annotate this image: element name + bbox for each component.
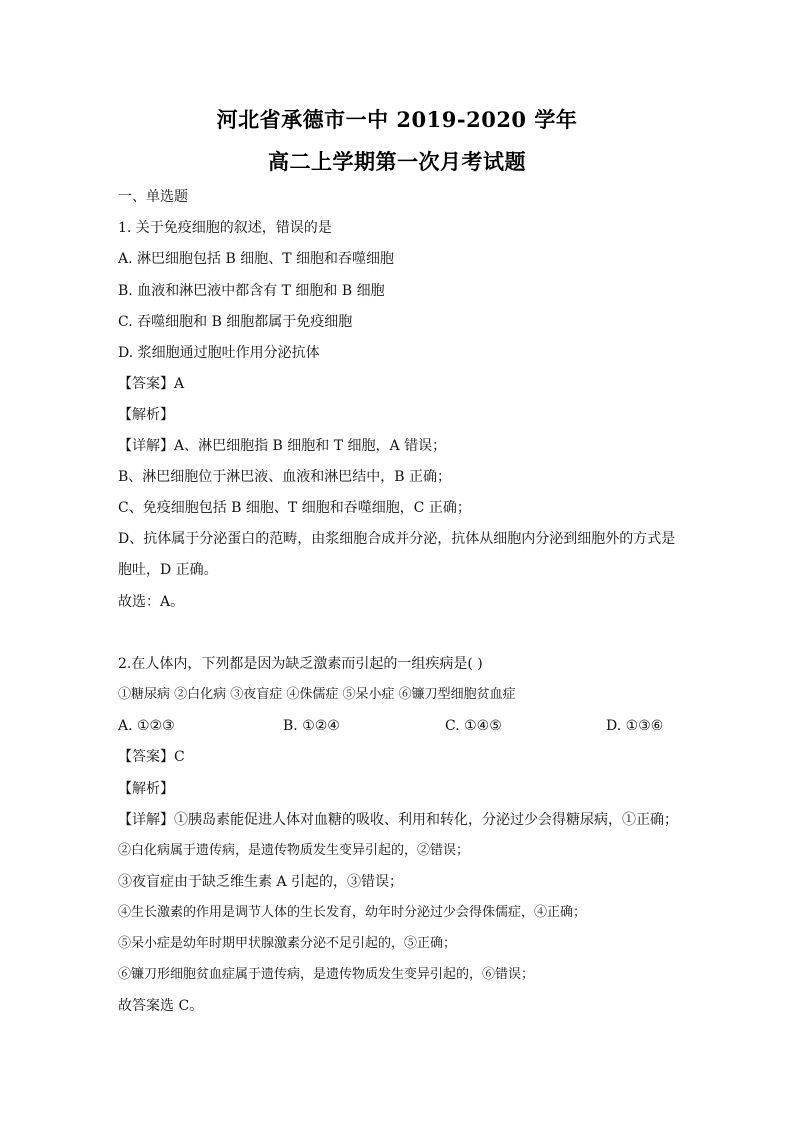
- q2-items: ①糖尿病 ②白化病 ③夜盲症 ④侏儒症 ⑤呆小症 ⑥镰刀型细胞贫血症: [118, 687, 516, 702]
- q2-analysis-label: 【解析】: [118, 781, 174, 797]
- q2-detail-line: ⑤呆小症是幼年时期甲状腺激素分泌不足引起的，⑤正确；: [118, 936, 457, 951]
- q1-detail-line: 胞吐，D 正确。: [118, 562, 218, 578]
- q2-option-a: A. ①②③: [118, 718, 175, 734]
- q1-option-d: D. 浆细胞通过胞吐作用分泌抗体: [118, 345, 320, 361]
- q1-detail-line: D、抗体属于分泌蛋白的范畴，由浆细胞合成并分泌，抗体从细胞内分泌到细胞外的方式是: [118, 531, 676, 547]
- q1-answer: 【答案】A: [118, 376, 185, 392]
- q2-stem: 2.在人体内，下列都是因为缺乏激素而引起的一组疾病是( ): [118, 656, 483, 672]
- document-subtitle: 高二上学期第一次月考试题: [268, 149, 526, 174]
- document-title: 河北省承德市一中 2019-2020 学年: [216, 107, 578, 132]
- q1-detail-line: 【详解】A、淋巴细胞指 B 细胞和 T 细胞，A 错误；: [118, 438, 447, 454]
- q1-stem: 1. 关于免疫细胞的叙述，错误的是: [118, 220, 332, 236]
- q2-option-d: D. ①③⑥: [606, 718, 664, 734]
- q2-detail-line: 故答案选 C。: [118, 998, 204, 1014]
- q2-answer: 【答案】C: [118, 749, 185, 765]
- q1-detail-line: C、免疫细胞包括 B 细胞、T 细胞和吞噬细胞，C 正确；: [118, 500, 471, 516]
- q2-detail-line: ⑥镰刀形细胞贫血症属于遗传病，是遗传物质发生变异引起的，⑥错误；: [118, 967, 535, 982]
- q2-detail-line: ②白化病属于遗传病，是遗传物质发生变异引起的，②错误；: [118, 843, 470, 858]
- q2-detail-line: ④生长激素的作用是调节人体的生长发育，幼年时分泌过少会得侏儒症，④正确；: [118, 905, 587, 920]
- q1-detail-line: 故选：A。: [118, 594, 185, 610]
- q1-option-c: C. 吞噬细胞和 B 细胞都属于免疫细胞: [118, 314, 353, 330]
- q2-option-c: C. ①④⑤: [445, 718, 502, 734]
- section-label: 一、单选题: [118, 189, 188, 205]
- q1-analysis-label: 【解析】: [118, 407, 174, 423]
- q2-option-b: B. ①②④: [283, 718, 340, 734]
- q1-option-b: B. 血液和淋巴液中都含有 T 细胞和 B 细胞: [118, 283, 385, 299]
- q2-detail-line: 【详解】①胰岛素能促进人体对血糖的吸收、利用和转化，分泌过少会得糖尿病，①正确；: [118, 812, 678, 828]
- q1-option-a: A. 淋巴细胞包括 B 细胞、T 细胞和吞噬细胞: [118, 251, 394, 267]
- q1-detail-line: B、淋巴细胞位于淋巴液、血液和淋巴结中，B 正确；: [118, 469, 452, 485]
- q2-detail-line: ③夜盲症由于缺乏维生素 A 引起的，③错误；: [118, 874, 404, 890]
